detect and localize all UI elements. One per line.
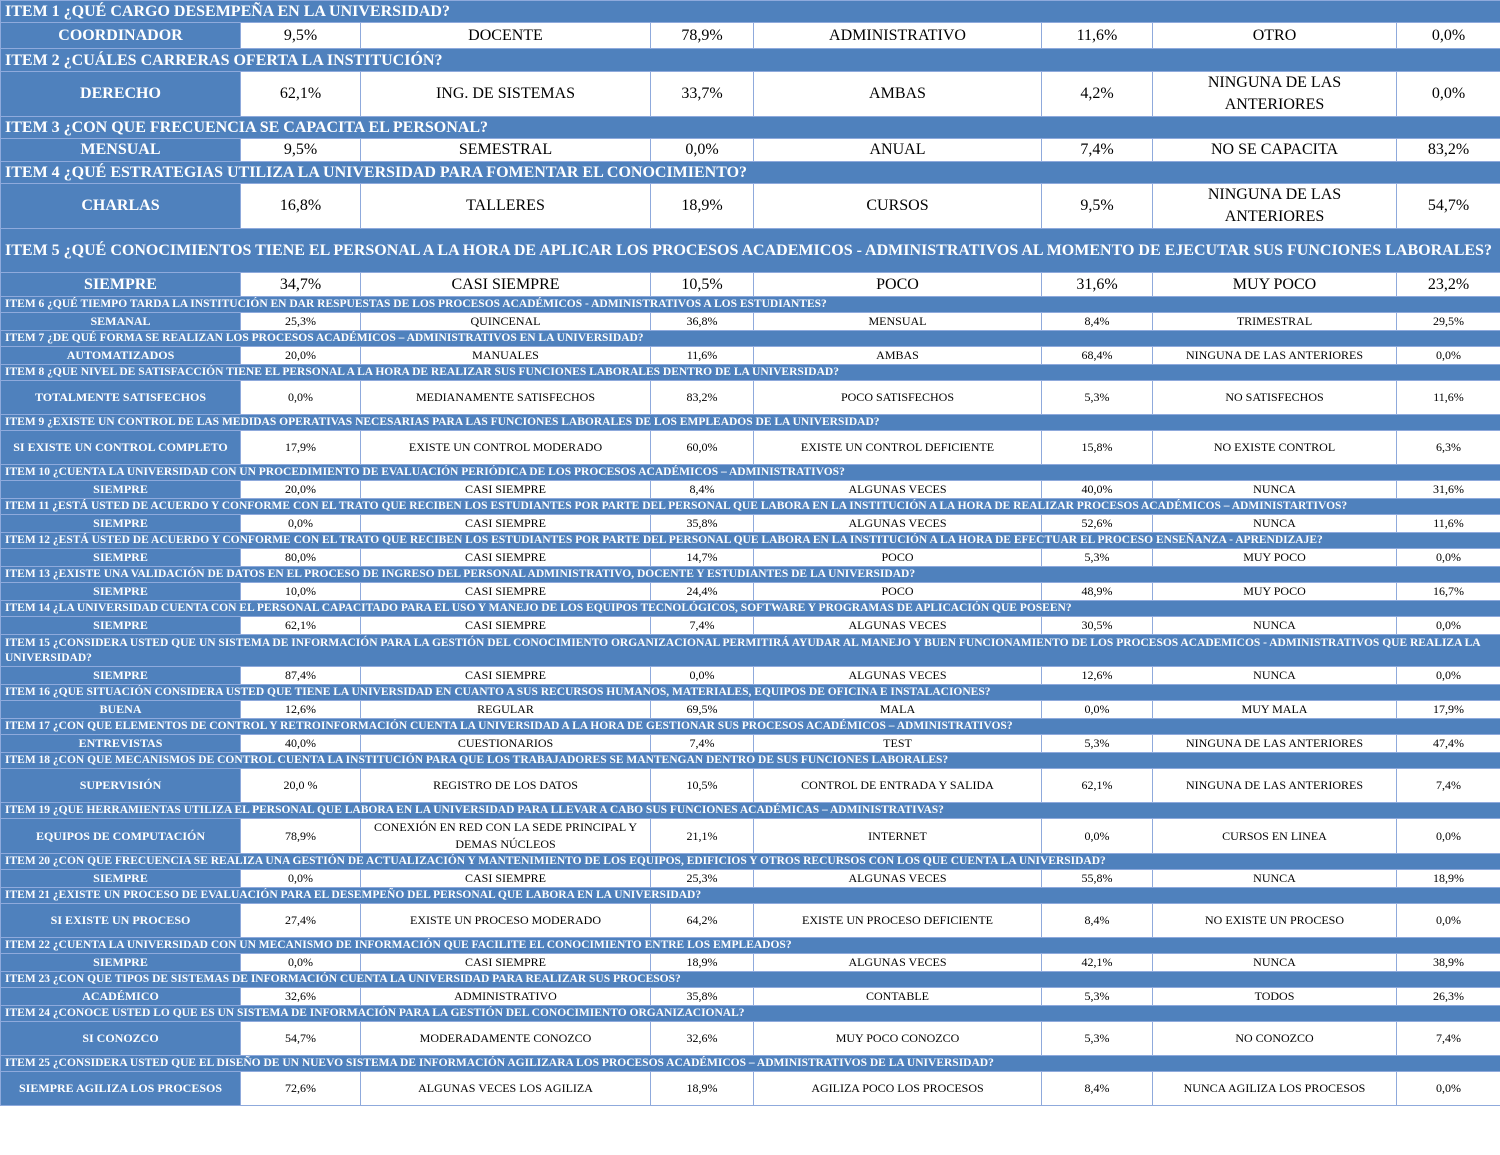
option-label-23-4: TODOS <box>1153 988 1397 1006</box>
option-label-5-1: SIEMPRE <box>1 273 241 297</box>
option-percentage-10-2: 8,4% <box>651 481 754 499</box>
answer-row-11 <box>1 515 1500 533</box>
option-percentage-8-3: 5,3% <box>1042 381 1153 415</box>
answer-row-5 <box>1 273 1500 297</box>
option-percentage-8-4: 11,6% <box>1397 381 1500 415</box>
option-percentage-3-4: 83,2% <box>1397 139 1500 162</box>
option-label-24-4: NO CONOZCO <box>1153 1022 1397 1056</box>
option-percentage-14-1: 62,1% <box>241 617 361 635</box>
option-label-15-3: ALGUNAS VECES <box>754 667 1042 685</box>
answer-row-18 <box>1 769 1500 803</box>
answer-row-25 <box>1 1072 1500 1106</box>
option-label-8-4: NO SATISFECHOS <box>1153 381 1397 415</box>
option-percentage-25-3: 8,4% <box>1042 1072 1153 1106</box>
option-percentage-21-2: 64,2% <box>651 904 754 938</box>
option-label-16-2: REGULAR <box>361 701 651 719</box>
question-row-7 <box>1 331 1500 347</box>
question-row-20 <box>1 854 1500 870</box>
option-label-18-2: REGISTRO DE LOS DATOS <box>361 769 651 803</box>
question-11: ITEM 11 ¿ESTÁ USTED DE ACUERDO Y CONFORME CON EL TRATO QUE RECIBEN LOS ESTUDIANTES POR PARTE DEL PERSONAL QUE LABORA EN LA INSTITUCIÓN A LA HORA DE REALIZAR PROCESOS ACADÉMICOS – ADMINISTARTIVOS? <box>1 499 1500 515</box>
option-percentage-2-2: 33,7% <box>651 72 754 117</box>
option-percentage-20-2: 25,3% <box>651 870 754 888</box>
answer-row-8 <box>1 381 1500 415</box>
option-label-14-3: ALGUNAS VECES <box>754 617 1042 635</box>
option-percentage-7-3: 68,4% <box>1042 347 1153 365</box>
option-percentage-19-4: 0,0% <box>1397 819 1500 854</box>
question-row-21 <box>1 888 1500 904</box>
question-row-12 <box>1 533 1500 549</box>
option-label-17-2: CUESTIONARIOS <box>361 735 651 753</box>
option-percentage-5-2: 10,5% <box>651 273 754 297</box>
option-label-3-1: MENSUAL <box>1 139 241 162</box>
option-percentage-6-4: 29,5% <box>1397 313 1500 331</box>
option-label-22-3: ALGUNAS VECES <box>754 954 1042 972</box>
option-label-14-4: NUNCA <box>1153 617 1397 635</box>
option-percentage-18-1: 20,0 % <box>241 769 361 803</box>
option-percentage-1-4: 0,0% <box>1397 23 1500 49</box>
option-percentage-22-2: 18,9% <box>651 954 754 972</box>
option-label-7-4: NINGUNA DE LAS ANTERIORES <box>1153 347 1397 365</box>
option-label-17-4: NINGUNA DE LAS ANTERIORES <box>1153 735 1397 753</box>
option-label-2-1: DERECHO <box>1 72 241 117</box>
option-percentage-9-4: 6,3% <box>1397 431 1500 465</box>
answer-row-13 <box>1 583 1500 601</box>
question-21: ITEM 21 ¿EXISTE UN PROCESO DE EVALUACIÓN PARA EL DESEMPEÑO DEL PERSONAL QUE LABORA EN LA UNIVERSIDAD? <box>1 888 1500 904</box>
option-percentage-10-3: 40,0% <box>1042 481 1153 499</box>
option-label-5-3: POCO <box>754 273 1042 297</box>
option-percentage-24-3: 5,3% <box>1042 1022 1153 1056</box>
option-label-21-4: NO EXISTE UN PROCESO <box>1153 904 1397 938</box>
option-percentage-21-1: 27,4% <box>241 904 361 938</box>
option-percentage-11-1: 0,0% <box>241 515 361 533</box>
option-label-11-4: NUNCA <box>1153 515 1397 533</box>
option-percentage-17-2: 7,4% <box>651 735 754 753</box>
question-row-4 <box>1 162 1500 184</box>
option-percentage-25-4: 0,0% <box>1397 1072 1500 1106</box>
option-label-5-4: MUY POCO <box>1153 273 1397 297</box>
option-label-2-4: NINGUNA DE LAS ANTERIORES <box>1153 72 1397 117</box>
option-label-2-3: AMBAS <box>754 72 1042 117</box>
question-14: ITEM 14 ¿LA UNIVERSIDAD CUENTA CON EL PERSONAL CAPACITADO PARA EL USO Y MANEJO DE LOS EQUIPOS TECNOLÓGICOS, SOFTWARE Y PROGRAMAS DE APLICACIÓN QUE POSEEN? <box>1 601 1500 617</box>
question-row-22 <box>1 938 1500 954</box>
option-label-10-2: CASI SIEMPRE <box>361 481 651 499</box>
option-percentage-9-1: 17,9% <box>241 431 361 465</box>
option-label-1-4: OTRO <box>1153 23 1397 49</box>
option-label-23-2: ADMINISTRATIVO <box>361 988 651 1006</box>
option-percentage-12-1: 80,0% <box>241 549 361 567</box>
question-row-9 <box>1 415 1500 431</box>
option-label-18-4: NINGUNA DE LAS ANTERIORES <box>1153 769 1397 803</box>
option-label-21-2: EXISTE UN PROCESO MODERADO <box>361 904 651 938</box>
question-row-24 <box>1 1006 1500 1022</box>
option-label-8-3: POCO SATISFECHOS <box>754 381 1042 415</box>
option-label-12-1: SIEMPRE <box>1 549 241 567</box>
option-label-18-3: CONTROL DE ENTRADA Y SALIDA <box>754 769 1042 803</box>
option-label-6-2: QUINCENAL <box>361 313 651 331</box>
option-label-10-4: NUNCA <box>1153 481 1397 499</box>
option-label-24-2: MODERADAMENTE CONOZCO <box>361 1022 651 1056</box>
option-percentage-7-2: 11,6% <box>651 347 754 365</box>
option-label-16-4: MUY MALA <box>1153 701 1397 719</box>
question-6: ITEM 6 ¿QUÉ TIEMPO TARDA LA INSTITUCIÓN EN DAR RESPUESTAS DE LOS PROCESOS ACADÉMICOS - ADMINISTRATIVOS A LOS ESTUDIANTES? <box>1 297 1500 313</box>
option-label-4-2: TALLERES <box>361 184 651 229</box>
question-16: ITEM 16 ¿QUE SITUACIÓN CONSIDERA USTED QUE TIENE LA UNIVERSIDAD EN CUANTO A SUS RECURSOS HUMANOS, MATERIALES, EQUIPOS DE OFICINA E INSTALACIONES? <box>1 685 1500 701</box>
option-percentage-20-1: 0,0% <box>241 870 361 888</box>
question-row-11 <box>1 499 1500 515</box>
option-percentage-9-2: 60,0% <box>651 431 754 465</box>
option-label-12-2: CASI SIEMPRE <box>361 549 651 567</box>
answer-row-22 <box>1 954 1500 972</box>
question-9: ITEM 9 ¿EXISTE UN CONTROL DE LAS MEDIDAS OPERATIVAS NECESARIAS PARA LAS FUNCIONES LABORALES DE LOS EMPLEADOS DE LA UNIVERSIDAD? <box>1 415 1500 431</box>
option-label-22-1: SIEMPRE <box>1 954 241 972</box>
question-row-14 <box>1 601 1500 617</box>
option-label-25-2: ALGUNAS VECES LOS AGILIZA <box>361 1072 651 1106</box>
question-row-8 <box>1 365 1500 381</box>
option-label-20-3: ALGUNAS VECES <box>754 870 1042 888</box>
option-label-7-3: AMBAS <box>754 347 1042 365</box>
question-row-25 <box>1 1056 1500 1072</box>
question-15: ITEM 15 ¿CONSIDERA USTED QUE UN SISTEMA DE INFORMACIÓN PARA LA GESTIÓN DEL CONOCIMIENTO ORGANIZACIONAL PERMITIRÁ AYUDAR AL MANEJO Y BUEN FUNCIONAMIENTO DE LOS PROCESOS ACADEMICOS - ADMINISTRATIVOS QUE REALIZA LA UNIVERSIDAD? <box>1 635 1500 667</box>
option-label-13-2: CASI SIEMPRE <box>361 583 651 601</box>
option-percentage-12-3: 5,3% <box>1042 549 1153 567</box>
question-row-19 <box>1 803 1500 819</box>
option-label-3-2: SEMESTRAL <box>361 139 651 162</box>
option-label-1-1: COORDINADOR <box>1 23 241 49</box>
option-percentage-11-2: 35,8% <box>651 515 754 533</box>
option-label-21-1: SI EXISTE UN PROCESO <box>1 904 241 938</box>
question-10: ITEM 10 ¿CUENTA LA UNIVERSIDAD CON UN PROCEDIMIENTO DE EVALUACIÓN PERIÓDICA DE LOS PROCESOS ACADÉMICOS – ADMINISTRATIVOS? <box>1 465 1500 481</box>
option-label-20-2: CASI SIEMPRE <box>361 870 651 888</box>
option-label-24-1: SI CONOZCO <box>1 1022 241 1056</box>
question-row-23 <box>1 972 1500 988</box>
question-7: ITEM 7 ¿DE QUÉ FORMA SE REALIZAN LOS PROCESOS ACADÉMICOS – ADMINISTRATIVOS EN LA UNIVERSIDAD? <box>1 331 1500 347</box>
option-label-15-2: CASI SIEMPRE <box>361 667 651 685</box>
option-percentage-15-1: 87,4% <box>241 667 361 685</box>
option-percentage-16-3: 0,0% <box>1042 701 1153 719</box>
option-percentage-21-3: 8,4% <box>1042 904 1153 938</box>
option-label-16-1: BUENA <box>1 701 241 719</box>
question-19: ITEM 19 ¿QUE HERRAMIENTAS UTILIZA EL PERSONAL QUE LABORA EN LA UNIVERSIDAD PARA LLEVAR A CABO SUS FUNCIONES ACADÉMICAS – ADMINISTRATIVAS? <box>1 803 1500 819</box>
option-label-16-3: MALA <box>754 701 1042 719</box>
option-percentage-24-4: 7,4% <box>1397 1022 1500 1056</box>
question-1: ITEM 1 ¿QUÉ CARGO DESEMPEÑA EN LA UNIVERSIDAD? <box>1 1 1500 23</box>
option-label-3-3: ANUAL <box>754 139 1042 162</box>
question-row-6 <box>1 297 1500 313</box>
option-percentage-13-2: 24,4% <box>651 583 754 601</box>
option-percentage-18-4: 7,4% <box>1397 769 1500 803</box>
option-percentage-20-4: 18,9% <box>1397 870 1500 888</box>
question-row-15 <box>1 635 1500 667</box>
option-percentage-3-3: 7,4% <box>1042 139 1153 162</box>
option-label-10-3: ALGUNAS VECES <box>754 481 1042 499</box>
question-2: ITEM 2 ¿CUÁLES CARRERAS OFERTA LA INSTITUCIÓN? <box>1 49 1500 72</box>
option-label-20-4: NUNCA <box>1153 870 1397 888</box>
option-percentage-10-4: 31,6% <box>1397 481 1500 499</box>
option-label-1-2: DOCENTE <box>361 23 651 49</box>
question-24: ITEM 24 ¿CONOCE USTED LO QUE ES UN SISTEMA DE INFORMACIÓN PARA LA GESTIÓN DEL CONOCIMIENTO ORGANIZACIONAL? <box>1 1006 1500 1022</box>
question-17: ITEM 17 ¿CON QUE ELEMENTOS DE CONTROL Y RETROINFORMACIÓN CUENTA LA UNIVERSIDAD A LA HORA DE GESTIONAR SUS PROCESOS ACADÉMICOS – ADMINISTRATIVOS? <box>1 719 1500 735</box>
option-percentage-15-2: 0,0% <box>651 667 754 685</box>
option-percentage-22-1: 0,0% <box>241 954 361 972</box>
option-percentage-16-4: 17,9% <box>1397 701 1500 719</box>
answer-row-21 <box>1 904 1500 938</box>
option-label-19-1: EQUIPOS DE COMPUTACIÓN <box>1 819 241 854</box>
option-percentage-24-1: 54,7% <box>241 1022 361 1056</box>
option-percentage-4-1: 16,8% <box>241 184 361 229</box>
option-label-12-4: MUY POCO <box>1153 549 1397 567</box>
option-percentage-23-1: 32,6% <box>241 988 361 1006</box>
option-percentage-5-3: 31,6% <box>1042 273 1153 297</box>
option-percentage-3-2: 0,0% <box>651 139 754 162</box>
option-label-9-2: EXISTE UN CONTROL MODERADO <box>361 431 651 465</box>
option-percentage-24-2: 32,6% <box>651 1022 754 1056</box>
option-percentage-1-1: 9,5% <box>241 23 361 49</box>
question-row-10 <box>1 465 1500 481</box>
option-percentage-22-4: 38,9% <box>1397 954 1500 972</box>
answer-row-2 <box>1 72 1500 117</box>
question-23: ITEM 23 ¿CON QUE TIPOS DE SISTEMAS DE INFORMACIÓN CUENTA LA UNIVERSIDAD PARA REALIZAR SUS PROCESOS? <box>1 972 1500 988</box>
option-percentage-2-3: 4,2% <box>1042 72 1153 117</box>
option-percentage-18-2: 10,5% <box>651 769 754 803</box>
option-percentage-19-2: 21,1% <box>651 819 754 854</box>
question-4: ITEM 4 ¿QUÉ ESTRATEGIAS UTILIZA LA UNIVERSIDAD PARA FOMENTAR EL CONOCIMIENTO? <box>1 162 1500 184</box>
option-percentage-23-4: 26,3% <box>1397 988 1500 1006</box>
option-label-6-3: MENSUAL <box>754 313 1042 331</box>
option-percentage-5-1: 34,7% <box>241 273 361 297</box>
answer-row-9 <box>1 431 1500 465</box>
option-label-23-1: ACADÉMICO <box>1 988 241 1006</box>
option-label-2-2: ING. DE SISTEMAS <box>361 72 651 117</box>
option-percentage-25-2: 18,9% <box>651 1072 754 1106</box>
answer-row-3 <box>1 139 1500 162</box>
option-label-22-4: NUNCA <box>1153 954 1397 972</box>
answer-row-10 <box>1 481 1500 499</box>
option-label-6-4: TRIMESTRAL <box>1153 313 1397 331</box>
option-label-13-3: POCO <box>754 583 1042 601</box>
option-label-5-2: CASI SIEMPRE <box>361 273 651 297</box>
option-label-25-1: SIEMPRE AGILIZA LOS PROCESOS <box>1 1072 241 1106</box>
option-percentage-17-1: 40,0% <box>241 735 361 753</box>
option-label-11-2: CASI SIEMPRE <box>361 515 651 533</box>
option-label-25-4: NUNCA AGILIZA LOS PROCESOS <box>1153 1072 1397 1106</box>
option-label-4-1: CHARLAS <box>1 184 241 229</box>
option-label-4-3: CURSOS <box>754 184 1042 229</box>
option-label-15-1: SIEMPRE <box>1 667 241 685</box>
option-percentage-16-1: 12,6% <box>241 701 361 719</box>
question-22: ITEM 22 ¿CUENTA LA UNIVERSIDAD CON UN MECANISMO DE INFORMACIÓN QUE FACILITE EL CONOCIMIENTO ENTRE LOS EMPLEADOS? <box>1 938 1500 954</box>
option-label-13-1: SIEMPRE <box>1 583 241 601</box>
answer-row-15 <box>1 667 1500 685</box>
option-label-11-1: SIEMPRE <box>1 515 241 533</box>
option-percentage-8-2: 83,2% <box>651 381 754 415</box>
option-percentage-2-4: 0,0% <box>1397 72 1500 117</box>
option-percentage-12-2: 14,7% <box>651 549 754 567</box>
option-label-22-2: CASI SIEMPRE <box>361 954 651 972</box>
option-label-21-3: EXISTE UN PROCESO DEFICIENTE <box>754 904 1042 938</box>
option-label-14-2: CASI SIEMPRE <box>361 617 651 635</box>
option-percentage-14-2: 7,4% <box>651 617 754 635</box>
question-row-5 <box>1 229 1500 273</box>
option-percentage-17-4: 47,4% <box>1397 735 1500 753</box>
answer-row-12 <box>1 549 1500 567</box>
option-label-7-1: AUTOMATIZADOS <box>1 347 241 365</box>
option-label-24-3: MUY POCO CONOZCO <box>754 1022 1042 1056</box>
question-20: ITEM 20 ¿CON QUE FRECUENCIA SE REALIZA UNA GESTIÓN DE ACTUALIZACIÓN Y MANTENIMIENTO DE LOS EQUIPOS, EDIFICIOS Y OTROS RECURSOS CON LOS QUE CUENTA LA UNIVERSIDAD? <box>1 854 1500 870</box>
option-percentage-13-1: 10,0% <box>241 583 361 601</box>
option-percentage-19-1: 78,9% <box>241 819 361 854</box>
option-percentage-5-4: 23,2% <box>1397 273 1500 297</box>
question-row-3 <box>1 117 1500 139</box>
option-percentage-11-4: 11,6% <box>1397 515 1500 533</box>
option-percentage-4-3: 9,5% <box>1042 184 1153 229</box>
question-row-18 <box>1 753 1500 769</box>
option-label-10-1: SIEMPRE <box>1 481 241 499</box>
option-percentage-15-4: 0,0% <box>1397 667 1500 685</box>
question-row-13 <box>1 567 1500 583</box>
answer-row-24 <box>1 1022 1500 1056</box>
question-25: ITEM 25 ¿CONSIDERA USTED QUE EL DISEÑO DE UN NUEVO SISTEMA DE INFORMACIÓN AGILIZARA LOS PROCESOS ACADÉMICOS – ADMINISTRATIVOS DE LA UNIVERSIDAD? <box>1 1056 1500 1072</box>
option-percentage-1-2: 78,9% <box>651 23 754 49</box>
question-13: ITEM 13 ¿EXISTE UNA VALIDACIÓN DE DATOS EN EL PROCESO DE INGRESO DEL PERSONAL ADMINISTRATIVO, DOCENTE Y ESTUDIANTES DE LA UNIVERSIDAD? <box>1 567 1500 583</box>
option-label-14-1: SIEMPRE <box>1 617 241 635</box>
option-label-9-4: NO EXISTE CONTROL <box>1153 431 1397 465</box>
option-label-25-3: AGILIZA POCO LOS PROCESOS <box>754 1072 1042 1106</box>
option-label-19-3: INTERNET <box>754 819 1042 854</box>
option-percentage-14-3: 30,5% <box>1042 617 1153 635</box>
option-percentage-21-4: 0,0% <box>1397 904 1500 938</box>
option-label-17-3: TEST <box>754 735 1042 753</box>
question-5: ITEM 5 ¿QUÉ CONOCIMIENTOS TIENE EL PERSONAL A LA HORA DE APLICAR LOS PROCESOS ACADEMICOS - ADMINISTRATIVOS AL MOMENTO DE EJECUTAR SUS FUNCIONES LABORALES? <box>1 229 1500 273</box>
question-3: ITEM 3 ¿CON QUE FRECUENCIA SE CAPACITA EL PERSONAL? <box>1 117 1500 139</box>
option-percentage-4-4: 54,7% <box>1397 184 1500 229</box>
question-row-2 <box>1 49 1500 72</box>
option-label-19-4: CURSOS EN LINEA <box>1153 819 1397 854</box>
option-percentage-23-2: 35,8% <box>651 988 754 1006</box>
option-percentage-23-3: 5,3% <box>1042 988 1153 1006</box>
option-label-9-3: EXISTE UN CONTROL DEFICIENTE <box>754 431 1042 465</box>
option-percentage-2-1: 62,1% <box>241 72 361 117</box>
option-label-8-2: MEDIANAMENTE SATISFECHOS <box>361 381 651 415</box>
answer-row-23 <box>1 988 1500 1006</box>
option-label-9-1: SI EXISTE UN CONTROL COMPLETO <box>1 431 241 465</box>
option-label-13-4: MUY POCO <box>1153 583 1397 601</box>
question-row-17 <box>1 719 1500 735</box>
option-percentage-13-3: 48,9% <box>1042 583 1153 601</box>
option-label-7-2: MANUALES <box>361 347 651 365</box>
answer-row-16 <box>1 701 1500 719</box>
option-percentage-9-3: 15,8% <box>1042 431 1153 465</box>
answer-row-4 <box>1 184 1500 229</box>
option-percentage-18-3: 62,1% <box>1042 769 1153 803</box>
question-row-16 <box>1 685 1500 701</box>
option-percentage-16-2: 69,5% <box>651 701 754 719</box>
answer-row-20 <box>1 870 1500 888</box>
option-label-19-2: CONEXIÓN EN RED CON LA SEDE PRINCIPAL Y DEMAS NÚCLEOS <box>361 819 651 854</box>
option-label-20-1: SIEMPRE <box>1 870 241 888</box>
option-percentage-6-1: 25,3% <box>241 313 361 331</box>
option-percentage-6-3: 8,4% <box>1042 313 1153 331</box>
question-row-1 <box>1 1 1500 23</box>
question-8: ITEM 8 ¿QUE NIVEL DE SATISFACCIÓN TIENE EL PERSONAL A LA HORA DE REALIZAR SUS FUNCIONES LABORALES DENTRO DE LA UNIVERSIDAD? <box>1 365 1500 381</box>
option-percentage-1-3: 11,6% <box>1042 23 1153 49</box>
option-percentage-13-4: 16,7% <box>1397 583 1500 601</box>
option-label-18-1: SUPERVISIÓN <box>1 769 241 803</box>
answer-row-7 <box>1 347 1500 365</box>
option-label-11-3: ALGUNAS VECES <box>754 515 1042 533</box>
option-percentage-19-3: 0,0% <box>1042 819 1153 854</box>
option-percentage-4-2: 18,9% <box>651 184 754 229</box>
option-label-1-3: ADMINISTRATIVO <box>754 23 1042 49</box>
option-percentage-8-1: 0,0% <box>241 381 361 415</box>
option-label-4-4: NINGUNA DE LAS ANTERIORES <box>1153 184 1397 229</box>
option-label-12-3: POCO <box>754 549 1042 567</box>
option-percentage-14-4: 0,0% <box>1397 617 1500 635</box>
option-percentage-12-4: 0,0% <box>1397 549 1500 567</box>
option-label-8-1: TOTALMENTE SATISFECHOS <box>1 381 241 415</box>
option-percentage-7-4: 0,0% <box>1397 347 1500 365</box>
answer-row-14 <box>1 617 1500 635</box>
option-percentage-3-1: 9,5% <box>241 139 361 162</box>
option-percentage-7-1: 20,0% <box>241 347 361 365</box>
option-label-3-4: NO SE CAPACITA <box>1153 139 1397 162</box>
option-label-23-3: CONTABLE <box>754 988 1042 1006</box>
option-percentage-20-3: 55,8% <box>1042 870 1153 888</box>
answer-row-6 <box>1 313 1500 331</box>
answer-row-17 <box>1 735 1500 753</box>
option-percentage-17-3: 5,3% <box>1042 735 1153 753</box>
option-percentage-10-1: 20,0% <box>241 481 361 499</box>
option-percentage-15-3: 12,6% <box>1042 667 1153 685</box>
option-percentage-22-3: 42,1% <box>1042 954 1153 972</box>
option-label-17-1: ENTREVISTAS <box>1 735 241 753</box>
option-label-15-4: NUNCA <box>1153 667 1397 685</box>
option-percentage-6-2: 36,8% <box>651 313 754 331</box>
question-18: ITEM 18 ¿CON QUE MECANISMOS DE CONTROL CUENTA LA INSTITUCIÓN PARA QUE LOS TRABAJADORES SE MANTENGAN DENTRO DE SUS FUNCIONES LABORALES? <box>1 753 1500 769</box>
option-percentage-11-3: 52,6% <box>1042 515 1153 533</box>
question-12: ITEM 12 ¿ESTÁ USTED DE ACUERDO Y CONFORME CON EL TRATO QUE RECIBEN LOS ESTUDIANTES POR PARTE DEL PERSONAL QUE LABORA EN LA INSTITUCIÓN A LA HORA DE EFECTUAR EL PROCESO ENSEÑANZA - APRENDIZAJE? <box>1 533 1500 549</box>
answer-row-1 <box>1 23 1500 49</box>
answer-row-19 <box>1 819 1500 854</box>
option-label-6-1: SEMANAL <box>1 313 241 331</box>
option-percentage-25-1: 72,6% <box>241 1072 361 1106</box>
survey-body <box>1 1 1500 1106</box>
